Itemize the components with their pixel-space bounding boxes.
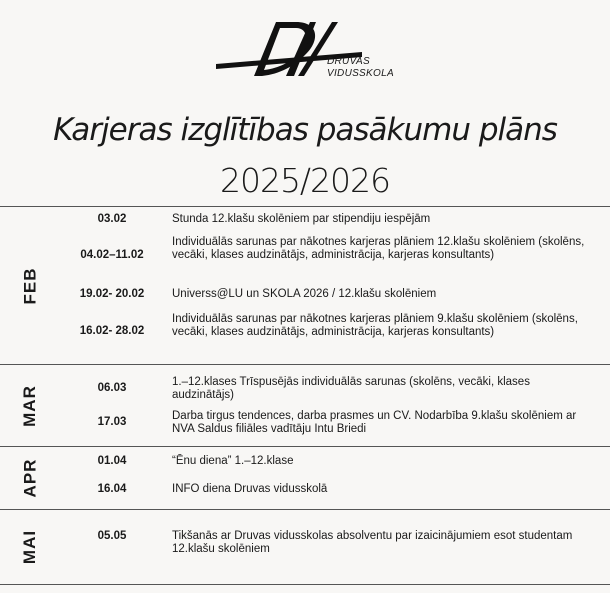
event-date: 05.05 [97, 530, 127, 542]
event-date: 16.02- 28.02 [79, 325, 145, 337]
month-label-apr: APR [20, 458, 39, 498]
event-text: Individuālās sarunas par nākotnes karjeras plāniem 12.klašu skolēniem (skolēns, vecāki, klases audzinātājs, administrācija, karjeras konsultants) [172, 236, 585, 261]
event-date: 17.03 [97, 416, 127, 428]
month-label-mai: MAI [20, 529, 40, 565]
divider [0, 446, 610, 447]
event-text: INFO diena Druvas vidusskolā [172, 483, 328, 495]
event-text: “Ēnu diena” 1.–12.klase [172, 455, 294, 467]
event-text: Stunda 12.klašu skolēniem par stipendiju iespējām [172, 213, 431, 225]
event-date: 19.02- 20.02 [79, 288, 145, 300]
event-date: 06.03 [97, 382, 127, 394]
page-title: Karjeras izglītības pasākumu plāns [53, 112, 557, 148]
divider [0, 364, 610, 365]
logo-text [327, 56, 394, 80]
month-label-mar: MAR [20, 384, 39, 427]
logo-text-line1: DRUVAS [327, 56, 370, 67]
divider [0, 509, 610, 510]
event-date: 01.04 [97, 455, 127, 467]
page-subtitle-year: 2025/2026 [219, 161, 391, 200]
event-date: 03.02 [97, 213, 127, 225]
event-text: Universs@LU un SKOLA 2026 / 12.klašu skolēniem [172, 288, 437, 300]
month-label-feb: FEB [20, 267, 39, 304]
event-text: Darba tirgus tendences, darba prasmes un CV. Nodarbība 9.klašu skolēniem ar NVA Saldus filiāles vadītāju Intu Briedi [172, 410, 577, 435]
divider [0, 584, 610, 585]
logo-text-line2: VIDUSSKOLA [327, 68, 394, 79]
school-logo [214, 14, 394, 94]
event-date: 16.04 [97, 483, 127, 495]
event-text: Tikšanās ar Druvas vidusskolas absolventu par izaicinājumiem esot studentam 12.klašu skolēniem [172, 530, 573, 555]
event-text: 1.–12.klases Trīspusējās individuālās sarunas (skolēns, vecāki, klases audzinātājs) [172, 376, 530, 401]
event-date: 04.02–11.02 [80, 249, 144, 261]
divider [0, 206, 610, 207]
event-text: Individuālās sarunas par nākotnes karjeras plāniem 9.klašu skolēniem (skolēns, vecāki, klases audzinātājs, administrācija, karjeras konsultants) [172, 313, 578, 338]
